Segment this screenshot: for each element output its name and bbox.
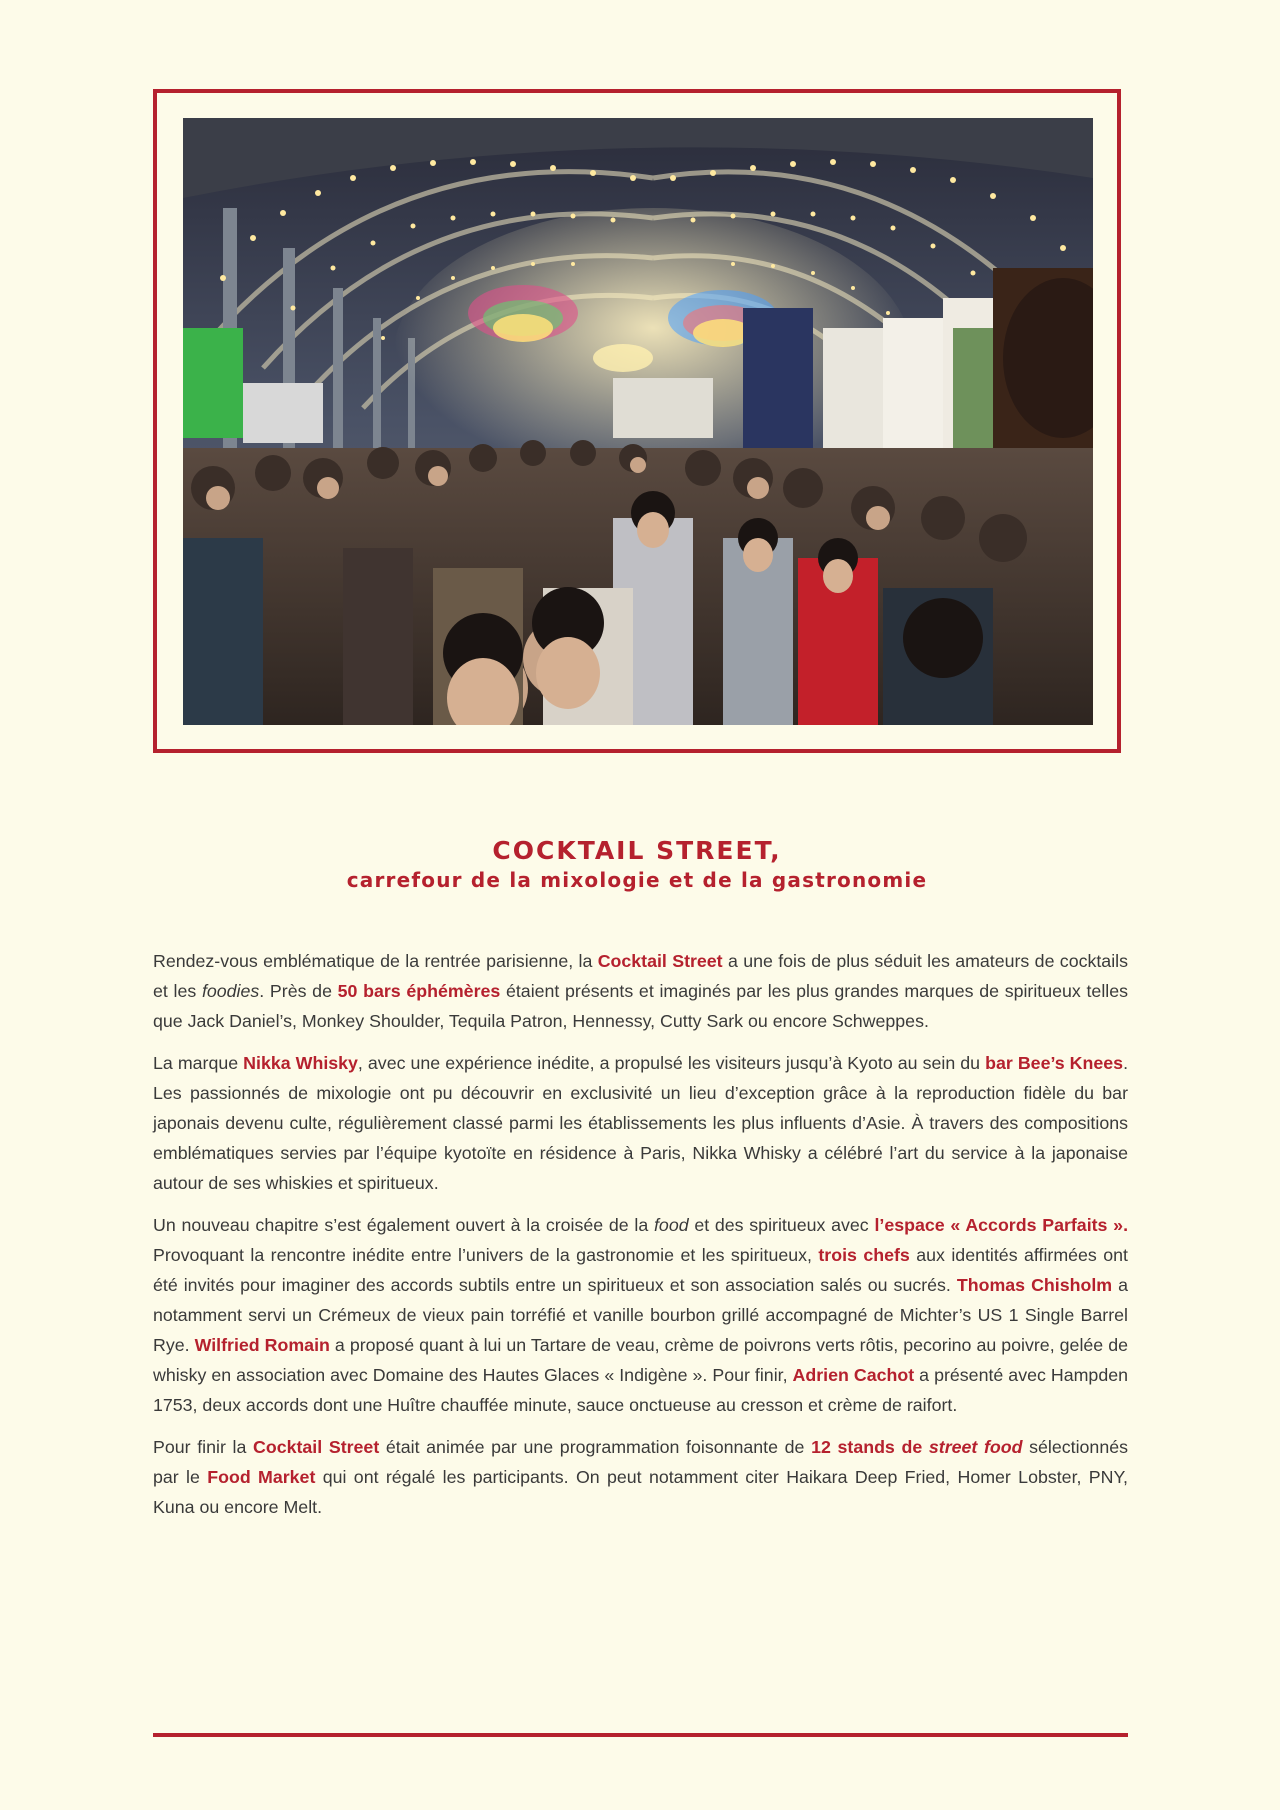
text-run: aux identités affirmées ont été invités pour imaginer des accords subtils entre un spiritueux et son association salés ou sucrés. [153,1245,1128,1295]
italic-foodies: foodies [201,981,260,1001]
highlight-trois-chefs: trois chefs [818,1245,910,1265]
highlight-bees-knees: bar Bee’s Knees [985,1053,1124,1073]
highlight-50-bars: 50 bars éphémères [337,981,501,1001]
highlight-thomas-chisholm: Thomas Chisholm [956,1275,1113,1295]
text-run: a notamment servi un Crémeux de vieux pain torréfié et vanille bourbon grillé accompagné de Michter’s US 1 Single Barrel Rye. [153,1275,1128,1355]
text-run: sélectionnés par le [153,1437,1128,1487]
text-run: La marque [153,1053,244,1073]
text-run: était animée par une programmation foisonnante de [379,1437,812,1457]
section-heading [153,836,1121,894]
italic-food: food [653,1215,689,1235]
highlight-street-food: street food [928,1437,1023,1457]
text-run: Rendez-vous emblématique de la rentrée parisienne, la [153,951,598,971]
text-run: a présenté avec Hampden 1753, deux accords dont une Huître chauffée minute, sauce onctueuse au cresson et crème de raifort. [153,1365,1128,1415]
text-run: . Les passionnés de mixologie ont pu découvrir en exclusivité un lieu d’exception grâce à la reproduction fidèle du bar japonais devenu culte, régulièrement classé parmi les établissements les plus influents d’Asie. À travers des compositions emblématiques servies par l’équipe kyotoïte en résidence à Paris, Nikka Whisky a célébré l’art du service à la japonaise autour de ses whiskies et spiritueux. [153,1053,1129,1193]
highlight-nikka-whisky: Nikka Whisky [243,1053,358,1073]
event-crowd-photo [183,118,1093,725]
bottom-divider [153,1733,1128,1737]
paragraph-intro [153,946,1128,1036]
paragraph-street-food [153,1432,1128,1522]
text-run: étaient présents et imaginés par les plus grandes marques de spiritueux telles que Jack Daniel’s, Monkey Shoulder, Tequila Patron, Hennessy, Cutty Sark ou encore Schweppes. [153,981,1129,1031]
highlight-cocktail-street: Cocktail Street [597,951,723,971]
text-run: . Près de [259,981,338,1001]
paragraph-accords [153,1210,1128,1420]
highlight-wilfried-romain: Wilfried Romain [194,1335,330,1355]
text-run: a proposé quant à lui un Tartare de veau, crème de poivrons verts rôtis, pecorino au poivre, gelée de whisky en association avec Domaine des Hautes Glaces « Indigène ». Pour finir, [153,1335,1128,1385]
text-run: et des spiritueux avec [688,1215,875,1235]
paragraph-nikka [153,1048,1128,1198]
highlight-food-market: Food Market [207,1467,316,1487]
highlight-12-stands: 12 stands de [811,1437,929,1457]
text-run: a une fois de plus séduit les amateurs de cocktails et les [153,951,1128,1001]
text-run: Pour finir la [153,1437,254,1457]
section-subtitle: carrefour de la mixologie et de la gastronomie [346,868,928,892]
highlight-accords-parfaits: l’espace « Accords Parfaits ». [874,1215,1129,1235]
text-run: Provoquant la rencontre inédite entre l’univers de la gastronomie et les spiritueux, [153,1245,819,1265]
photo-frame [153,89,1121,753]
article-body [153,946,1128,1534]
text-run: Un nouveau chapitre s’est également ouvert à la croisée de la [153,1215,654,1235]
highlight-cocktail-street: Cocktail Street [253,1437,380,1457]
text-run: , avec une expérience inédite, a propulsé les visiteurs jusqu’à Kyoto au sein du [357,1053,986,1073]
event-photo-illustration [183,118,1093,725]
section-title: COCKTAIL STREET, [492,836,782,865]
highlight-adrien-cachot: Adrien Cachot [792,1365,915,1385]
text-run: qui ont régalé les participants. On peut notamment citer Haikara Deep Fried, Homer Lobster, PNY, Kuna ou encore Melt. [153,1467,1128,1517]
